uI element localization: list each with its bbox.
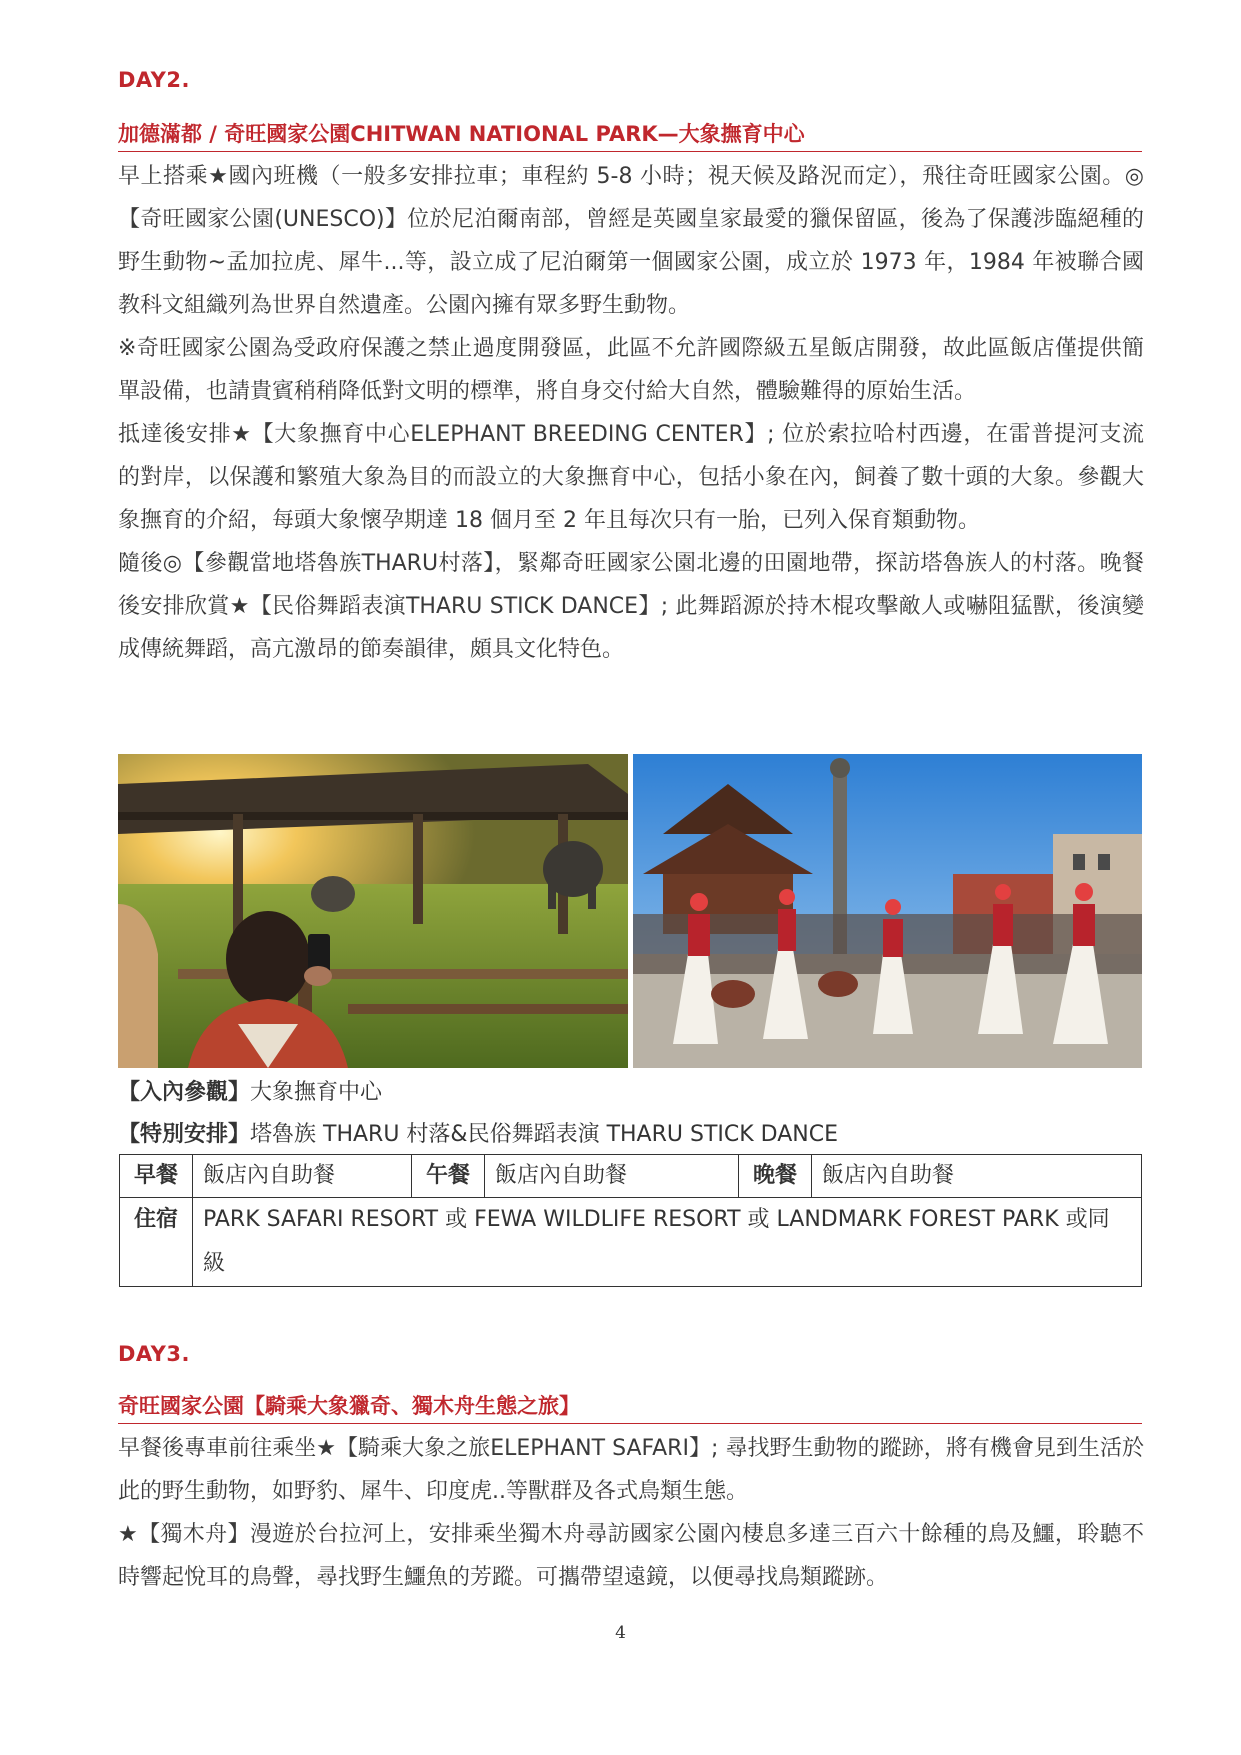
special-note xyxy=(118,1117,838,1148)
day2-paragraph-2: ※奇旺國家公園為受政府保護之禁止過度開發區，此區不允許國際級五星飯店開發，故此區飯店僅提供簡單設備，也請貴賓稍稍降低對文明的標準，將自身交付給大自然，體驗難得的原始生活。 xyxy=(118,336,1144,404)
day2-heading: DAY2. xyxy=(118,68,190,92)
visit-note xyxy=(118,1075,382,1106)
hotel-label: 住宿 xyxy=(120,1198,193,1287)
lunch-value: 飯店內自助餐 xyxy=(485,1155,739,1198)
day3-section-title: 奇旺國家公園【騎乘大象獵奇、獨木舟生態之旅】 xyxy=(118,1390,1142,1424)
stick-dance-photo xyxy=(633,754,1142,1068)
dinner-label: 晚餐 xyxy=(739,1155,812,1198)
meals-row xyxy=(120,1155,1142,1198)
breakfast-value: 飯店內自助餐 xyxy=(193,1155,412,1198)
day3-body xyxy=(118,1427,1144,1599)
lunch-label: 午餐 xyxy=(412,1155,485,1198)
special-text: 塔魯族 THARU 村落&民俗舞蹈表演 THARU STICK DANCE xyxy=(250,1122,838,1147)
page-number: 4 xyxy=(615,1623,626,1643)
meals-table xyxy=(119,1154,1142,1287)
day3-paragraph-2: ★【獨木舟】漫遊於台拉河上，安排乘坐獨木舟尋訪國家公園內棲息多達三百六十餘種的鳥及鱷，聆聽不時響起悅耳的鳥聲，尋找野生鱷魚的芳蹤。可攜帶望遠鏡，以便尋找鳥類蹤跡。 xyxy=(118,1522,1144,1590)
dinner-value: 飯店內自助餐 xyxy=(812,1155,1142,1198)
day2-paragraph-1: 早上搭乘★國內班機（一般多安排拉車；車程約 5-8 小時；視天候及路況而定），飛往奇旺國家公園。◎【奇旺國家公園(UNESCO)】位於尼泊爾南部，曾經是英國皇家最愛的獵保留區，後為了保護涉臨絕種的野生動物~孟加拉虎、犀牛...等，設立成了尼泊爾第一個國家公園，成立於 1973 年，1984 年被聯合國教科文組織列為世界自然遺產。公園內擁有眾多野生動物。 xyxy=(118,164,1144,318)
day2-body xyxy=(118,155,1144,671)
day3-heading: DAY3. xyxy=(118,1342,190,1366)
hotel-row xyxy=(120,1198,1142,1287)
day2-section-title: 加德滿都 / 奇旺國家公園CHITWAN NATIONAL PARK—大象撫育中心 xyxy=(118,118,1142,152)
day2-paragraph-4: 隨後◎【參觀當地塔魯族THARU村落】，緊鄰奇旺國家公園北邊的田園地帶，探訪塔魯族人的村落。晚餐後安排欣賞★【民俗舞蹈表演THARU STICK DANCE】; 此舞蹈源於持木棍攻擊敵人或嚇阻猛獸，後演變成傳統舞蹈，高亢激昂的節奏韻律，頗具文化特色。 xyxy=(118,551,1144,662)
breakfast-label: 早餐 xyxy=(120,1155,193,1198)
day2-paragraph-3: 抵達後安排★【大象撫育中心ELEPHANT BREEDING CENTER】; 位於索拉哈村西邊，在雷普提河支流的對岸，以保護和繁殖大象為目的而設立的大象撫育中心，包括小象在內，飼養了數十頭的大象。參觀大象撫育的介紹，每頭大象懷孕期達 18 個月至 2 年且每次只有一胎，已列入保育類動物。 xyxy=(118,422,1144,533)
day3-paragraph-1: 早餐後專車前往乘坐★【騎乘大象之旅ELEPHANT SAFARI】; 尋找野生動物的蹤跡，將有機會見到生活於此的野生動物，如野豹、犀牛、印度虎..等獸群及各式鳥類生態。 xyxy=(118,1436,1144,1504)
hotel-value: PARK SAFARI RESORT 或 FEWA WILDLIFE RESORT 或 LANDMARK FOREST PARK 或同級 xyxy=(193,1198,1142,1287)
elephant-center-photo xyxy=(118,754,628,1068)
visit-label: 【入內參觀】 xyxy=(118,1080,251,1105)
special-label: 【特別安排】 xyxy=(118,1122,251,1147)
visit-text: 大象撫育中心 xyxy=(250,1080,383,1105)
